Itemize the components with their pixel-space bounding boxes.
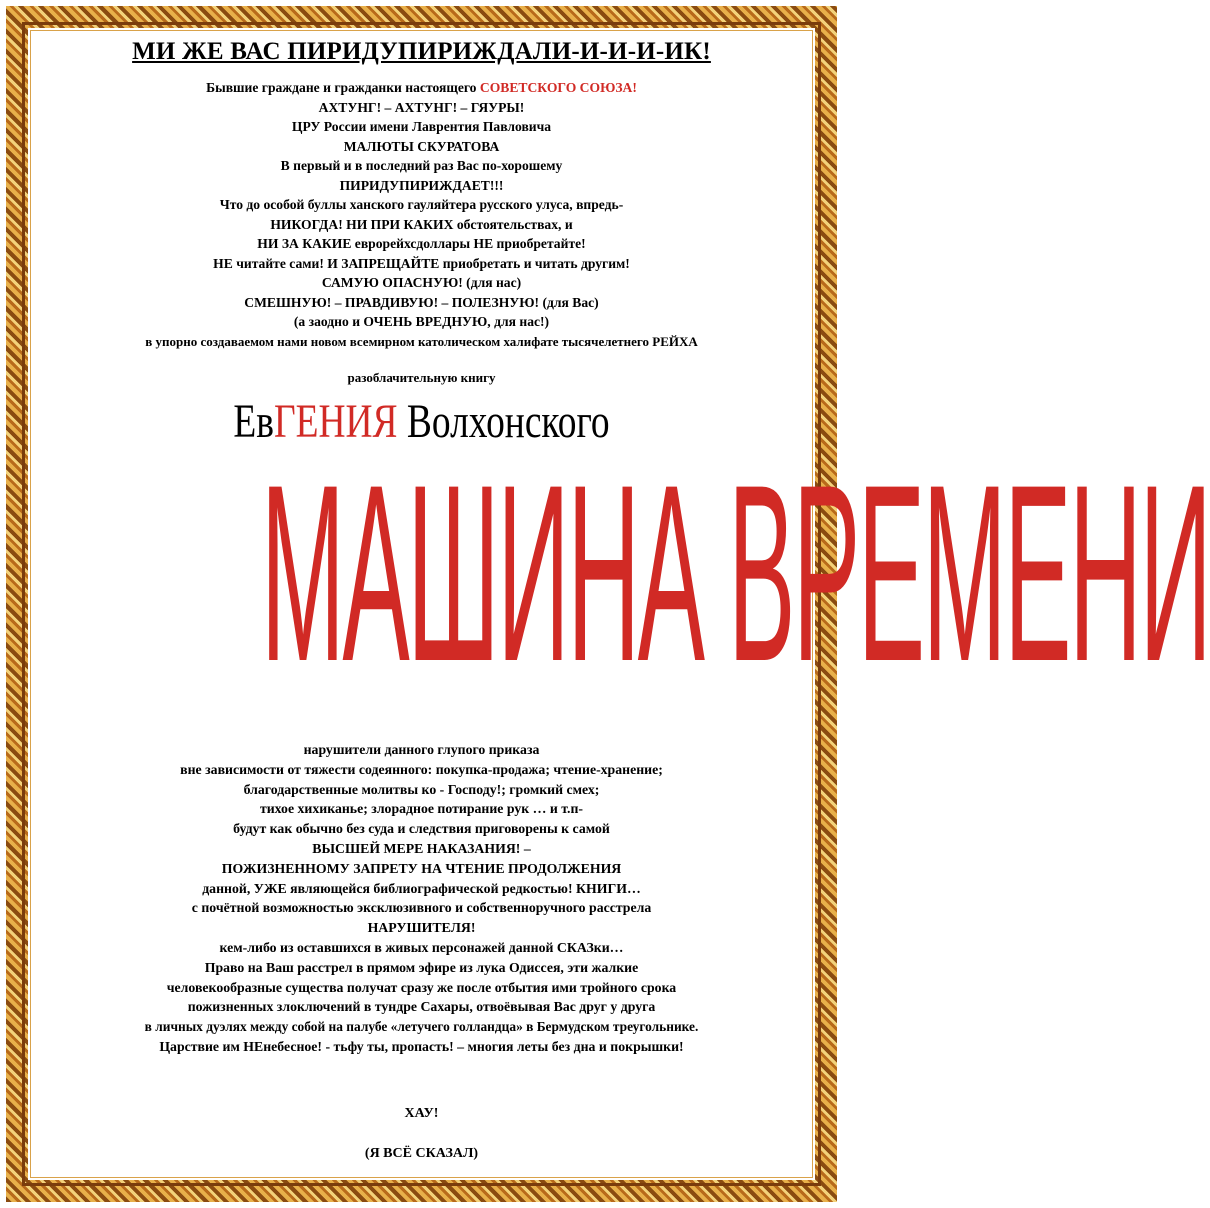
lower-line: Царствие им НЕнебесное! - тьфу ты, пропасть! – многия леты без дна и покрышки! [159, 1038, 684, 1054]
lower-line: нарушители данного глупого приказа [303, 742, 540, 757]
lower-text-block [28, 740, 815, 1057]
lower-line: с почётной возможностью эксклюзивного и собственноручного расстрела [191, 900, 652, 916]
lower-line: вне зависимости от тяжести содеянного: покупка-продажа; чтение-хранение; [180, 761, 663, 777]
lower-line: ВЫСШЕЙ МЕРЕ НАКАЗАНИЯ! – [312, 840, 531, 856]
top-line: САМУЮ ОПАСНУЮ! (для нас) [321, 275, 522, 290]
lower-line: Право на Ваш расстрел в прямом эфире из лука Одиссея, эти жалкие [204, 959, 639, 975]
top-line-text: Бывшие граждане и гражданки настоящего [206, 80, 480, 95]
top-line: АХТУНГ! – АХТУНГ! – ГЯУРЫ! [318, 99, 525, 115]
author-part-2: ГЕНИЯ [273, 395, 398, 448]
closing-text: (Я ВСЁ СКАЗАЛ) [364, 1146, 479, 1161]
author-part-3: Волхонского [397, 395, 610, 448]
lower-line: ПОЖИЗНЕННОМУ ЗАПРЕТУ НА ЧТЕНИЕ ПРОДОЛЖЕНИЯ [221, 860, 622, 876]
top-line: НЕ читайте сами! И ЗАПРЕЩАЙТЕ приобретать и читать другим! [213, 255, 630, 271]
top-line: МАЛЮТЫ СКУРАТОВА [343, 138, 500, 154]
author-part-1: Ев [233, 395, 274, 448]
top-text-block [28, 78, 815, 351]
top-line: в упорно создаваемом нами новом всемирном католическом халифате тысячелетнего РЕЙХА [145, 333, 698, 349]
lower-line: НАРУШИТЕЛЯ! [367, 920, 476, 936]
hau-text: ХАУ! [404, 1106, 439, 1121]
top-line: В первый и в последний раз Вас по-хорошему [280, 158, 563, 173]
lower-line: тихое хихиканье; злорадное потирание рук … и т.п- [259, 801, 584, 817]
top-line: (а заодно и ОЧЕНЬ ВРЕДНУЮ, для нас!) [293, 314, 550, 329]
top-line: СМЕШНУЮ! – ПРАВДИВУЮ! – ПОЛЕЗНУЮ! (для Вас) [244, 294, 599, 310]
headline: МИ ЖЕ ВАС ПИРИДУПИРИЖДАЛИ-И-И-И-ИК! [132, 38, 711, 65]
top-line: ПИРИДУПИРИЖДАЕТ!!! [339, 177, 504, 193]
top-line: ЦРУ России имени Лаврентия Павловича [291, 119, 552, 134]
lower-line: пожизненных злоключений в тундре Сахары, отвоёвывая Вас друг у друга [187, 999, 656, 1015]
lower-line: кем-либо из оставшихся в живых персонажей данной СКАЗки… [219, 939, 624, 955]
top-line-red-text: СОВЕТСКОГО СОЮЗА! [479, 80, 637, 95]
lower-line: человекообразные существа получат сразу же после отбытия ими тройного срока [166, 979, 677, 995]
poster-content [28, 28, 1210, 1180]
lower-line: будут как обычно без суда и следствия приговорены к самой [233, 821, 610, 837]
top-line: НИ ЗА КАКИЕ еврорейхсдоллары НЕ приобретайте! [257, 236, 586, 251]
top-line [28, 78, 815, 98]
book-title: МАШИНА ВРЕМЕНИ [260, 433, 1210, 714]
top-line: Что до особой буллы ханского гауляйтера русского улуса, впредь- [219, 197, 624, 212]
top-line: НИКОГДА! НИ ПРИ КАКИХ обстоятельствах, и [270, 216, 573, 232]
lower-line: данной, УЖЕ являющейся библиографической редкостью! КНИГИ… [202, 880, 641, 896]
book-intro: разоблачительную книгу [347, 370, 496, 385]
lower-line: в личных дуэлях между собой на палубе «летучего голландца» в Бермудском треугольнике. [144, 1019, 699, 1035]
lower-line: благодарственные молитвы ко - Господу!; громкий смех; [243, 781, 600, 797]
